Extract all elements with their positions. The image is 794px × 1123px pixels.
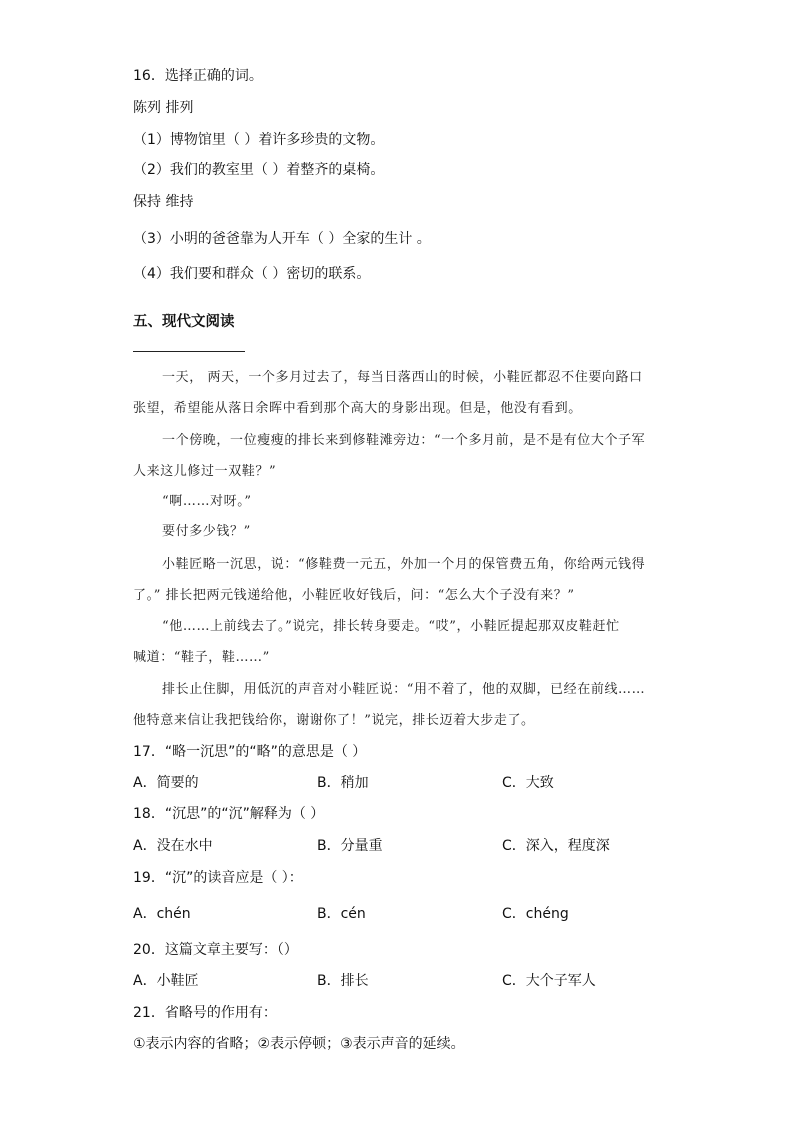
passage-line: 要付多少钱？” [162, 524, 251, 539]
passage-line: “他……上前线去了。”说完，排长转身要走。“哎”，小鞋匠提起那双皮鞋赶忙 [162, 619, 620, 634]
q20-title: 20．这篇文章主要写：（） [133, 942, 298, 958]
passage-line: 人来这儿修过一双鞋？” [133, 464, 277, 479]
q19-title: 19．“沉”的读音应是（ ）： [133, 870, 303, 886]
passage-line: 他特意来信让我把钱给你，谢谢你了！”说完，排长迈着大步走了。 [133, 713, 535, 728]
q18-option-b: B．分量重 [317, 838, 383, 854]
q16-sentence-3: （3）小明的爸爸靠为人开车（ ）全家的生计 。 [133, 231, 431, 247]
q17-title: 17．“略一沉思”的“略”的意思是（ ） [133, 744, 367, 760]
section-5-heading: 五、现代文阅读 [133, 314, 235, 330]
q19-option-b: B．cén [317, 906, 366, 922]
q16-sentence-1: （1）博物馆里（ ）着许多珍贵的文物。 [133, 132, 385, 148]
passage-line: 喊道：“鞋子，鞋……” [133, 650, 270, 665]
passage-line: 了。” 排长把两元钱递给他，小鞋匠收好钱后，问：“怎么大个子没有来？” [133, 588, 575, 603]
q20-option-a: A．小鞋匠 [133, 973, 199, 989]
q17-option-b: B．稍加 [317, 775, 369, 791]
q16-title: 16．选择正确的词。 [133, 68, 263, 84]
q16-word-choices-1: 陈列 排列 [133, 100, 194, 116]
q16-sentence-2: （2）我们的教室里（ ）着整齐的桌椅。 [133, 162, 385, 178]
q21-text: ①表示内容的省略；②表示停顿；③表示声音的延续。 [133, 1036, 465, 1052]
passage-line: 一个傍晚，一位瘦瘦的排长来到修鞋滩旁边：“一个多月前，是不是有位大个子军 [162, 433, 646, 448]
passage-line: 排长止住脚，用低沉的声音对小鞋匠说：“用不着了，他的双脚，已经在前线…… [162, 682, 646, 697]
q21-title: 21．省略号的作用有： [133, 1005, 277, 1021]
q18-option-a: A．没在水中 [133, 838, 213, 854]
passage-line: 张望，希望能从落日余晖中看到那个高大的身影出现。但是，他没有看到。 [133, 401, 582, 416]
q20-option-b: B．排长 [317, 973, 369, 989]
passage-line: “啊……对呀。” [162, 494, 252, 509]
q18-title: 18．“沉思”的“沉”解释为（ ） [133, 806, 325, 822]
q19-option-c: C．chéng [502, 906, 569, 922]
q18-option-c: C．深入，程度深 [502, 838, 610, 854]
passage-line: 一天， 两天，一个多月过去了，每当日落西山的时候，小鞋匠都忍不住要向路口 [162, 370, 643, 385]
q19-option-a: A．chén [133, 906, 191, 922]
q17-option-c: C．大致 [502, 775, 554, 791]
q17-option-a: A．简要的 [133, 775, 199, 791]
passage-line: 小鞋匠略一沉思，说：“修鞋费一元五，外加一个月的保管费五角，你给两元钱得 [162, 557, 646, 572]
q20-option-c: C．大个子军人 [502, 973, 596, 989]
section-divider [133, 351, 245, 352]
q16-sentence-4: （4）我们要和群众（ ）密切的联系。 [133, 266, 371, 282]
q16-word-choices-2: 保持 维持 [133, 194, 194, 210]
